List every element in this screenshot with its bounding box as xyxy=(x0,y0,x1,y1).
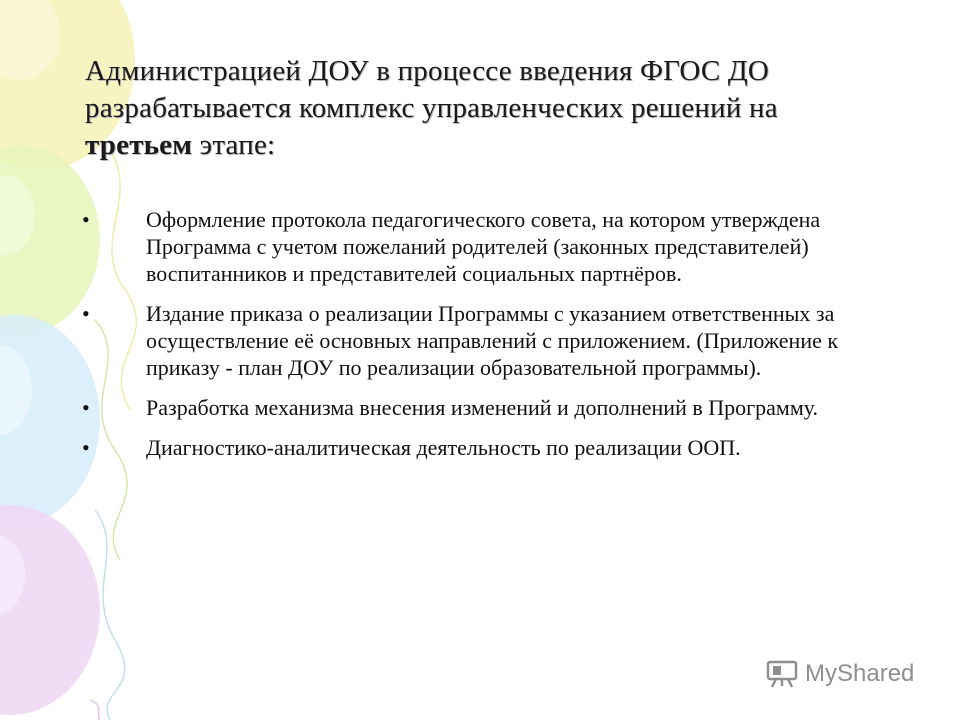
bullet-item xyxy=(76,394,916,421)
bullet-point-icon: • xyxy=(82,207,90,232)
bullet-list xyxy=(76,206,916,474)
bullet-text: Диагностико-аналитическая деятельность по реализации ООП. xyxy=(146,435,741,460)
watermark-text: MyShared xyxy=(805,660,915,687)
purple-balloon xyxy=(0,505,100,715)
slide-title-end: этапе: xyxy=(192,129,276,161)
bullet-point-icon: • xyxy=(82,435,90,460)
myshared-watermark xyxy=(765,654,914,694)
bullet-item xyxy=(76,300,916,381)
slide-title-text: Администрацией ДОУ в процессе введения ФГОС ДО разрабатывается комплекс управленческих решений на xyxy=(85,55,778,124)
bullet-text: Издание приказа о реализации Программы с указанием ответственных за осуществление её основных направлений с приложением. (Приложение к приказу - план ДОУ по реализации образовательной программы). xyxy=(146,301,839,380)
slide-title-emphasis: третьем xyxy=(85,129,193,161)
bullet-item xyxy=(76,206,916,287)
bullet-point-icon: • xyxy=(82,395,90,420)
bullet-point-icon: • xyxy=(82,301,90,326)
presentation-board-icon xyxy=(765,659,799,689)
bullet-item xyxy=(76,434,916,461)
slide-title xyxy=(85,53,845,164)
bullet-text: Разработка механизма внесения изменений и дополнений в Программу. xyxy=(146,395,819,420)
bullet-text: Оформление протокола педагогического совета, на котором утверждена Программа с учетом пожеланий родителей (законных представителей) воспитанников и представителей социальных партнёров. xyxy=(146,207,821,286)
